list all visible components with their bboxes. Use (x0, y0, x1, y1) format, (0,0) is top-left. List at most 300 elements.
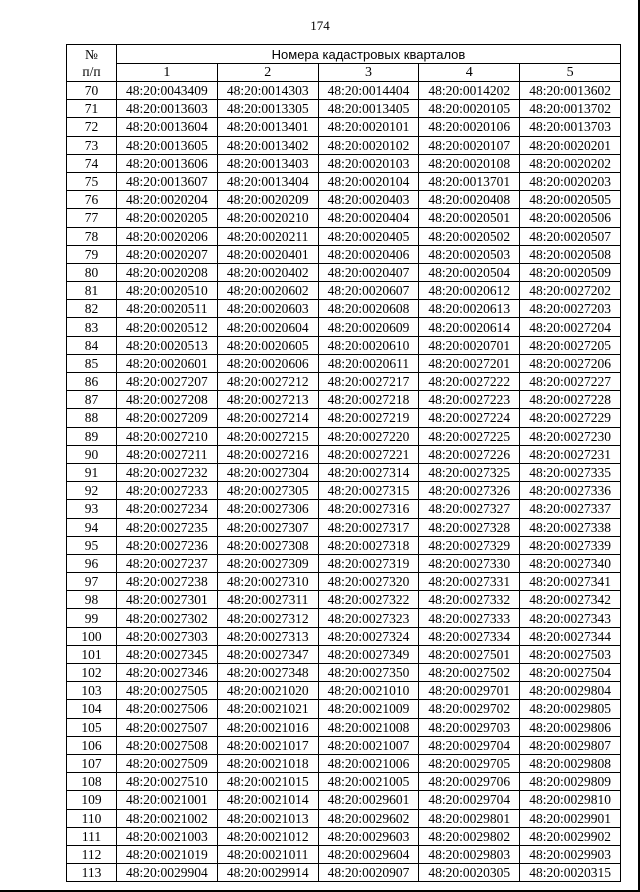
cadastral-number-cell: 48:20:0027232 (117, 463, 218, 481)
cadastral-number-cell: 48:20:0029805 (520, 700, 621, 718)
cadastral-number-cell: 48:20:0021017 (217, 736, 318, 754)
row-number-cell: 88 (67, 409, 117, 427)
cadastral-number-cell: 48:20:0027204 (520, 318, 621, 336)
cadastral-number-cell: 48:20:0029901 (520, 809, 621, 827)
row-number-cell: 98 (67, 591, 117, 609)
cadastral-number-cell: 48:20:0020107 (419, 136, 520, 154)
cadastral-number-cell: 48:20:0021007 (318, 736, 419, 754)
cadastral-number-cell: 48:20:0027301 (117, 591, 218, 609)
cadastral-number-cell: 48:20:0027509 (117, 754, 218, 772)
cadastral-number-cell: 48:20:0020207 (117, 245, 218, 263)
cadastral-number-cell: 48:20:0027212 (217, 373, 318, 391)
cadastral-number-cell: 48:20:0027506 (117, 700, 218, 718)
row-number-cell: 109 (67, 791, 117, 809)
cadastral-number-cell: 48:20:0020505 (520, 191, 621, 209)
cadastral-number-cell: 48:20:0020108 (419, 154, 520, 172)
row-number-cell: 111 (67, 827, 117, 845)
row-number-cell: 84 (67, 336, 117, 354)
cadastral-number-cell: 48:20:0020404 (318, 209, 419, 227)
cadastral-number-cell: 48:20:0027203 (520, 300, 621, 318)
row-number-cell: 95 (67, 536, 117, 554)
cadastral-number-cell: 48:20:0014303 (217, 82, 318, 100)
column-index-header: 2 (217, 64, 318, 82)
row-number-cell: 99 (67, 609, 117, 627)
cadastral-number-cell: 48:20:0027314 (318, 463, 419, 481)
cadastral-number-cell: 48:20:0020104 (318, 172, 419, 190)
cadastral-number-cell: 48:20:0021014 (217, 791, 318, 809)
cadastral-number-cell: 48:20:0029801 (419, 809, 520, 827)
cadastral-number-cell: 48:20:0020605 (217, 336, 318, 354)
table-row (67, 100, 621, 118)
cadastral-number-cell: 48:20:0027216 (217, 445, 318, 463)
row-number-cell: 80 (67, 263, 117, 281)
cadastral-number-cell: 48:20:0027208 (117, 391, 218, 409)
table-row (67, 282, 621, 300)
cadastral-number-cell: 48:20:0029704 (419, 736, 520, 754)
cadastral-number-cell: 48:20:0029603 (318, 827, 419, 845)
cadastral-number-cell: 48:20:0027503 (520, 645, 621, 663)
cadastral-number-cell: 48:20:0029702 (419, 700, 520, 718)
cadastral-number-cell: 48:20:0027229 (520, 409, 621, 427)
cadastral-number-cell: 48:20:0020511 (117, 300, 218, 318)
row-number-cell: 70 (67, 82, 117, 100)
cadastral-number-cell: 48:20:0020315 (520, 864, 621, 882)
cadastral-number-cell: 48:20:0027319 (318, 554, 419, 572)
cadastral-number-cell: 48:20:0021012 (217, 827, 318, 845)
cadastral-number-cell: 48:20:0029810 (520, 791, 621, 809)
cadastral-number-cell: 48:20:0027201 (419, 354, 520, 372)
cadastral-number-cell: 48:20:0013403 (217, 154, 318, 172)
row-number-header (67, 45, 117, 82)
cadastral-number-cell: 48:20:0013602 (520, 82, 621, 100)
page-number: 174 (310, 18, 330, 33)
cadastral-number-cell: 48:20:0020406 (318, 245, 419, 263)
row-number-cell: 107 (67, 754, 117, 772)
cadastral-number-cell: 48:20:0029802 (419, 827, 520, 845)
cadastral-number-cell: 48:20:0027304 (217, 463, 318, 481)
cadastral-number-cell: 48:20:0027213 (217, 391, 318, 409)
cadastral-number-cell: 48:20:0021019 (117, 845, 218, 863)
table-row (67, 445, 621, 463)
cadastral-number-cell: 48:20:0027323 (318, 609, 419, 627)
cadastral-number-cell: 48:20:0027222 (419, 373, 520, 391)
cadastral-number-cell: 48:20:0020601 (117, 354, 218, 372)
row-number-cell: 90 (67, 445, 117, 463)
row-number-cell: 92 (67, 482, 117, 500)
cadastral-number-cell: 48:20:0027217 (318, 373, 419, 391)
group-header: Номера кадастровых кварталов (117, 45, 621, 64)
table-row (67, 591, 621, 609)
cadastral-number-cell: 48:20:0020701 (419, 336, 520, 354)
cadastral-number-cell: 48:20:0027328 (419, 518, 520, 536)
row-number-cell: 76 (67, 191, 117, 209)
cadastral-number-cell: 48:20:0013703 (520, 118, 621, 136)
table-row (67, 554, 621, 572)
cadastral-number-cell: 48:20:0020105 (419, 100, 520, 118)
table-row (67, 827, 621, 845)
cadastral-number-cell: 48:20:0021010 (318, 682, 419, 700)
cadastral-number-cell: 48:20:0027312 (217, 609, 318, 627)
cadastral-number-cell: 48:20:0020407 (318, 263, 419, 281)
cadastral-number-cell: 48:20:0027324 (318, 627, 419, 645)
cadastral-number-cell: 48:20:0020607 (318, 282, 419, 300)
cadastral-number-cell: 48:20:0020509 (520, 263, 621, 281)
cadastral-number-cell: 48:20:0029902 (520, 827, 621, 845)
table-row (67, 373, 621, 391)
cadastral-number-cell: 48:20:0020208 (117, 263, 218, 281)
row-number-cell: 79 (67, 245, 117, 263)
cadastral-number-cell: 48:20:0027504 (520, 664, 621, 682)
cadastral-number-cell: 48:20:0029601 (318, 791, 419, 809)
table-row (67, 791, 621, 809)
cadastral-number-cell: 48:20:0027322 (318, 591, 419, 609)
cadastral-number-cell: 48:20:0020604 (217, 318, 318, 336)
row-number-cell: 100 (67, 627, 117, 645)
cadastral-number-cell: 48:20:0027320 (318, 573, 419, 591)
table-row (67, 154, 621, 172)
row-number-cell: 104 (67, 700, 117, 718)
cadastral-number-cell: 48:20:0020102 (318, 136, 419, 154)
cadastral-number-cell: 48:20:0029701 (419, 682, 520, 700)
cadastral-number-cell: 48:20:0021020 (217, 682, 318, 700)
row-number-cell: 108 (67, 773, 117, 791)
cadastral-number-cell: 48:20:0027340 (520, 554, 621, 572)
cadastral-number-cell: 48:20:0013401 (217, 118, 318, 136)
table-row (67, 172, 621, 190)
cadastral-number-cell: 48:20:0029604 (318, 845, 419, 863)
cadastral-number-cell: 48:20:0020506 (520, 209, 621, 227)
column-index-header: 4 (419, 64, 520, 82)
cadastral-number-cell: 48:20:0027227 (520, 373, 621, 391)
table-row (67, 482, 621, 500)
row-number-header-line2: п/п (82, 64, 101, 79)
cadastral-number-cell: 48:20:0027210 (117, 427, 218, 445)
cadastral-number-cell: 48:20:0027325 (419, 463, 520, 481)
cadastral-number-cell: 48:20:0020608 (318, 300, 419, 318)
row-number-cell: 105 (67, 718, 117, 736)
cadastral-number-cell: 48:20:0020211 (217, 227, 318, 245)
cadastral-number-cell: 48:20:0021005 (318, 773, 419, 791)
cadastral-number-cell: 48:20:0027307 (217, 518, 318, 536)
cadastral-number-cell: 48:20:0027330 (419, 554, 520, 572)
cadastral-number-cell: 48:20:0013405 (318, 100, 419, 118)
cadastral-number-cell: 48:20:0020503 (419, 245, 520, 263)
table-row (67, 809, 621, 827)
cadastral-number-cell: 48:20:0027315 (318, 482, 419, 500)
cadastral-number-cell: 48:20:0027317 (318, 518, 419, 536)
cadastral-number-cell: 48:20:0027205 (520, 336, 621, 354)
cadastral-number-cell: 48:20:0027219 (318, 409, 419, 427)
cadastral-number-cell: 48:20:0020210 (217, 209, 318, 227)
cadastral-number-cell: 48:20:0027238 (117, 573, 218, 591)
cadastral-number-cell: 48:20:0029808 (520, 754, 621, 772)
cadastral-number-cell: 48:20:0021009 (318, 700, 419, 718)
row-number-cell: 71 (67, 100, 117, 118)
cadastral-number-cell: 48:20:0020611 (318, 354, 419, 372)
cadastral-number-cell: 48:20:0027508 (117, 736, 218, 754)
cadastral-number-cell: 48:20:0013702 (520, 100, 621, 118)
cadastral-number-cell: 48:20:0029903 (520, 845, 621, 863)
cadastral-number-cell: 48:20:0027338 (520, 518, 621, 536)
cadastral-number-cell: 48:20:0027233 (117, 482, 218, 500)
cadastral-number-cell: 48:20:0020613 (419, 300, 520, 318)
cadastral-number-cell: 48:20:0027326 (419, 482, 520, 500)
cadastral-number-cell: 48:20:0029809 (520, 773, 621, 791)
cadastral-number-cell: 48:20:0027226 (419, 445, 520, 463)
cadastral-number-cell: 48:20:0027343 (520, 609, 621, 627)
cadastral-number-cell: 48:20:0027302 (117, 609, 218, 627)
row-number-cell: 101 (67, 645, 117, 663)
cadastral-number-cell: 48:20:0013604 (117, 118, 218, 136)
table-row (67, 536, 621, 554)
row-number-cell: 74 (67, 154, 117, 172)
cadastral-number-cell: 48:20:0013305 (217, 100, 318, 118)
cadastral-number-cell: 48:20:0020502 (419, 227, 520, 245)
cadastral-number-cell: 48:20:0027346 (117, 664, 218, 682)
cadastral-number-cell: 48:20:0013606 (117, 154, 218, 172)
cadastral-number-cell: 48:20:0027209 (117, 409, 218, 427)
cadastral-number-cell: 48:20:0020405 (318, 227, 419, 245)
cadastral-number-cell: 48:20:0021008 (318, 718, 419, 736)
cadastral-number-cell: 48:20:0020305 (419, 864, 520, 882)
table-row (67, 318, 621, 336)
cadastral-number-cell: 48:20:0021006 (318, 754, 419, 772)
cadastral-number-cell: 48:20:0021016 (217, 718, 318, 736)
cadastral-number-cell: 48:20:0020204 (117, 191, 218, 209)
row-number-header-line1: № (85, 47, 98, 62)
column-index-header: 3 (318, 64, 419, 82)
cadastral-number-cell: 48:20:0020103 (318, 154, 419, 172)
cadastral-number-cell: 48:20:0027345 (117, 645, 218, 663)
table-row (67, 864, 621, 882)
cadastral-number-cell: 48:20:0027502 (419, 664, 520, 682)
table-row (67, 573, 621, 591)
cadastral-number-cell: 48:20:0020510 (117, 282, 218, 300)
cadastral-number-cell: 48:20:0027231 (520, 445, 621, 463)
cadastral-number-cell: 48:20:0027327 (419, 500, 520, 518)
cadastral-number-cell: 48:20:0020512 (117, 318, 218, 336)
table-body (67, 82, 621, 882)
cadastral-number-cell: 48:20:0027505 (117, 682, 218, 700)
cadastral-number-cell: 48:20:0027311 (217, 591, 318, 609)
row-number-cell: 72 (67, 118, 117, 136)
cadastral-number-cell: 48:20:0020106 (419, 118, 520, 136)
cadastral-number-cell: 48:20:0027507 (117, 718, 218, 736)
row-number-cell: 89 (67, 427, 117, 445)
cadastral-number-cell: 48:20:0020907 (318, 864, 419, 882)
row-number-cell: 85 (67, 354, 117, 372)
cadastral-number-cell: 48:20:0020614 (419, 318, 520, 336)
row-number-cell: 97 (67, 573, 117, 591)
cadastral-number-cell: 48:20:0027349 (318, 645, 419, 663)
cadastral-number-cell: 48:20:0029914 (217, 864, 318, 882)
cadastral-number-cell: 48:20:0029804 (520, 682, 621, 700)
cadastral-number-cell: 48:20:0027308 (217, 536, 318, 554)
cadastral-number-cell: 48:20:0027224 (419, 409, 520, 427)
table-row (67, 427, 621, 445)
cadastral-number-cell: 48:20:0027218 (318, 391, 419, 409)
table-row (67, 700, 621, 718)
row-number-cell: 75 (67, 172, 117, 190)
cadastral-number-cell: 48:20:0020101 (318, 118, 419, 136)
cadastral-number-cell: 48:20:0027332 (419, 591, 520, 609)
cadastral-number-cell: 48:20:0020602 (217, 282, 318, 300)
table-row (67, 718, 621, 736)
cadastral-number-cell: 48:20:0029904 (117, 864, 218, 882)
cadastral-number-cell: 48:20:0029602 (318, 809, 419, 827)
cadastral-number-cell: 48:20:0029704 (419, 791, 520, 809)
row-number-cell: 103 (67, 682, 117, 700)
cadastral-number-cell: 48:20:0029803 (419, 845, 520, 863)
cadastral-number-cell: 48:20:0027221 (318, 445, 419, 463)
row-number-cell: 110 (67, 809, 117, 827)
cadastral-number-cell: 48:20:0013603 (117, 100, 218, 118)
cadastral-number-cell: 48:20:0029703 (419, 718, 520, 736)
row-number-cell: 83 (67, 318, 117, 336)
cadastral-quarters-table (66, 44, 621, 882)
cadastral-number-cell: 48:20:0020606 (217, 354, 318, 372)
table-row (67, 209, 621, 227)
row-number-cell: 81 (67, 282, 117, 300)
cadastral-number-cell: 48:20:0021015 (217, 773, 318, 791)
cadastral-number-cell: 48:20:0027350 (318, 664, 419, 682)
cadastral-number-cell: 48:20:0020504 (419, 263, 520, 281)
table-row (67, 645, 621, 663)
cadastral-number-cell: 48:20:0021003 (117, 827, 218, 845)
table-row (67, 409, 621, 427)
column-index-header: 1 (117, 64, 218, 82)
cadastral-number-cell: 48:20:0020610 (318, 336, 419, 354)
column-index-header: 5 (520, 64, 621, 82)
cadastral-number-cell: 48:20:0029807 (520, 736, 621, 754)
cadastral-number-cell: 48:20:0020507 (520, 227, 621, 245)
table-row (67, 773, 621, 791)
cadastral-number-cell: 48:20:0027335 (520, 463, 621, 481)
cadastral-number-cell: 48:20:0027339 (520, 536, 621, 554)
cadastral-number-cell: 48:20:0027341 (520, 573, 621, 591)
cadastral-number-cell: 48:20:0013701 (419, 172, 520, 190)
cadastral-number-cell: 48:20:0027235 (117, 518, 218, 536)
table-row (67, 300, 621, 318)
cadastral-number-cell: 48:20:0027236 (117, 536, 218, 554)
cadastral-number-cell: 48:20:0027223 (419, 391, 520, 409)
cadastral-number-cell: 48:20:0021011 (217, 845, 318, 863)
cadastral-number-cell: 48:20:0027225 (419, 427, 520, 445)
table-row (67, 336, 621, 354)
cadastral-number-cell: 48:20:0027333 (419, 609, 520, 627)
cadastral-number-cell: 48:20:0027344 (520, 627, 621, 645)
table-row (67, 518, 621, 536)
cadastral-number-cell: 48:20:0027501 (419, 645, 520, 663)
cadastral-number-cell: 48:20:0020513 (117, 336, 218, 354)
row-number-cell: 96 (67, 554, 117, 572)
cadastral-number-cell: 48:20:0020612 (419, 282, 520, 300)
cadastral-number-cell: 48:20:0020203 (520, 172, 621, 190)
row-number-cell: 82 (67, 300, 117, 318)
row-number-cell: 106 (67, 736, 117, 754)
table-row (67, 354, 621, 372)
cadastral-number-cell: 48:20:0013402 (217, 136, 318, 154)
cadastral-number-cell: 48:20:0027313 (217, 627, 318, 645)
cadastral-number-cell: 48:20:0027211 (117, 445, 218, 463)
cadastral-number-cell: 48:20:0020206 (117, 227, 218, 245)
cadastral-number-cell: 48:20:0027220 (318, 427, 419, 445)
cadastral-number-cell: 48:20:0027309 (217, 554, 318, 572)
cadastral-number-cell: 48:20:0027316 (318, 500, 419, 518)
cadastral-number-cell: 48:20:0027207 (117, 373, 218, 391)
cadastral-number-cell: 48:20:0021002 (117, 809, 218, 827)
cadastral-number-cell: 48:20:0027348 (217, 664, 318, 682)
table-row (67, 191, 621, 209)
table-row (67, 736, 621, 754)
table-row (67, 118, 621, 136)
cadastral-number-cell: 48:20:0020402 (217, 263, 318, 281)
cadastral-number-cell: 48:20:0027310 (217, 573, 318, 591)
table-row (67, 664, 621, 682)
cadastral-number-cell: 48:20:0029706 (419, 773, 520, 791)
cadastral-number-cell: 48:20:0020408 (419, 191, 520, 209)
table-row (67, 391, 621, 409)
table-row (67, 500, 621, 518)
cadastral-number-cell: 48:20:0043409 (117, 82, 218, 100)
cadastral-number-cell: 48:20:0027214 (217, 409, 318, 427)
cadastral-number-cell: 48:20:0027329 (419, 536, 520, 554)
cadastral-number-cell: 48:20:0027230 (520, 427, 621, 445)
cadastral-number-cell: 48:20:0021021 (217, 700, 318, 718)
cadastral-number-cell: 48:20:0027347 (217, 645, 318, 663)
cadastral-number-cell: 48:20:0020202 (520, 154, 621, 172)
row-number-cell: 94 (67, 518, 117, 536)
cadastral-number-cell: 48:20:0013605 (117, 136, 218, 154)
cadastral-number-cell: 48:20:0029705 (419, 754, 520, 772)
cadastral-number-cell: 48:20:0020508 (520, 245, 621, 263)
cadastral-number-cell: 48:20:0027306 (217, 500, 318, 518)
cadastral-number-cell: 48:20:0027331 (419, 573, 520, 591)
table-row (67, 845, 621, 863)
cadastral-number-cell: 48:20:0027318 (318, 536, 419, 554)
cadastral-number-cell: 48:20:0020609 (318, 318, 419, 336)
cadastral-number-cell: 48:20:0020603 (217, 300, 318, 318)
cadastral-number-cell: 48:20:0029806 (520, 718, 621, 736)
row-number-cell: 86 (67, 373, 117, 391)
cadastral-number-cell: 48:20:0027336 (520, 482, 621, 500)
cadastral-number-cell: 48:20:0027206 (520, 354, 621, 372)
cadastral-number-cell: 48:20:0027305 (217, 482, 318, 500)
cadastral-number-cell: 48:20:0027234 (117, 500, 218, 518)
row-number-cell: 73 (67, 136, 117, 154)
cadastral-number-cell: 48:20:0027342 (520, 591, 621, 609)
cadastral-number-cell: 48:20:0027337 (520, 500, 621, 518)
table-row (67, 754, 621, 772)
cadastral-number-cell: 48:20:0027202 (520, 282, 621, 300)
cadastral-number-cell: 48:20:0021013 (217, 809, 318, 827)
row-number-cell: 102 (67, 664, 117, 682)
table-row (67, 82, 621, 100)
table-row (67, 227, 621, 245)
cadastral-number-cell: 48:20:0027237 (117, 554, 218, 572)
cadastral-number-cell: 48:20:0021001 (117, 791, 218, 809)
cadastral-number-cell: 48:20:0020205 (117, 209, 218, 227)
cadastral-number-cell: 48:20:0020209 (217, 191, 318, 209)
cadastral-number-cell: 48:20:0021018 (217, 754, 318, 772)
row-number-cell: 113 (67, 864, 117, 882)
row-number-cell: 91 (67, 463, 117, 481)
cadastral-number-cell: 48:20:0027334 (419, 627, 520, 645)
cadastral-number-cell: 48:20:0014202 (419, 82, 520, 100)
cadastral-number-cell: 48:20:0020403 (318, 191, 419, 209)
cadastral-number-cell: 48:20:0027228 (520, 391, 621, 409)
row-number-cell: 93 (67, 500, 117, 518)
